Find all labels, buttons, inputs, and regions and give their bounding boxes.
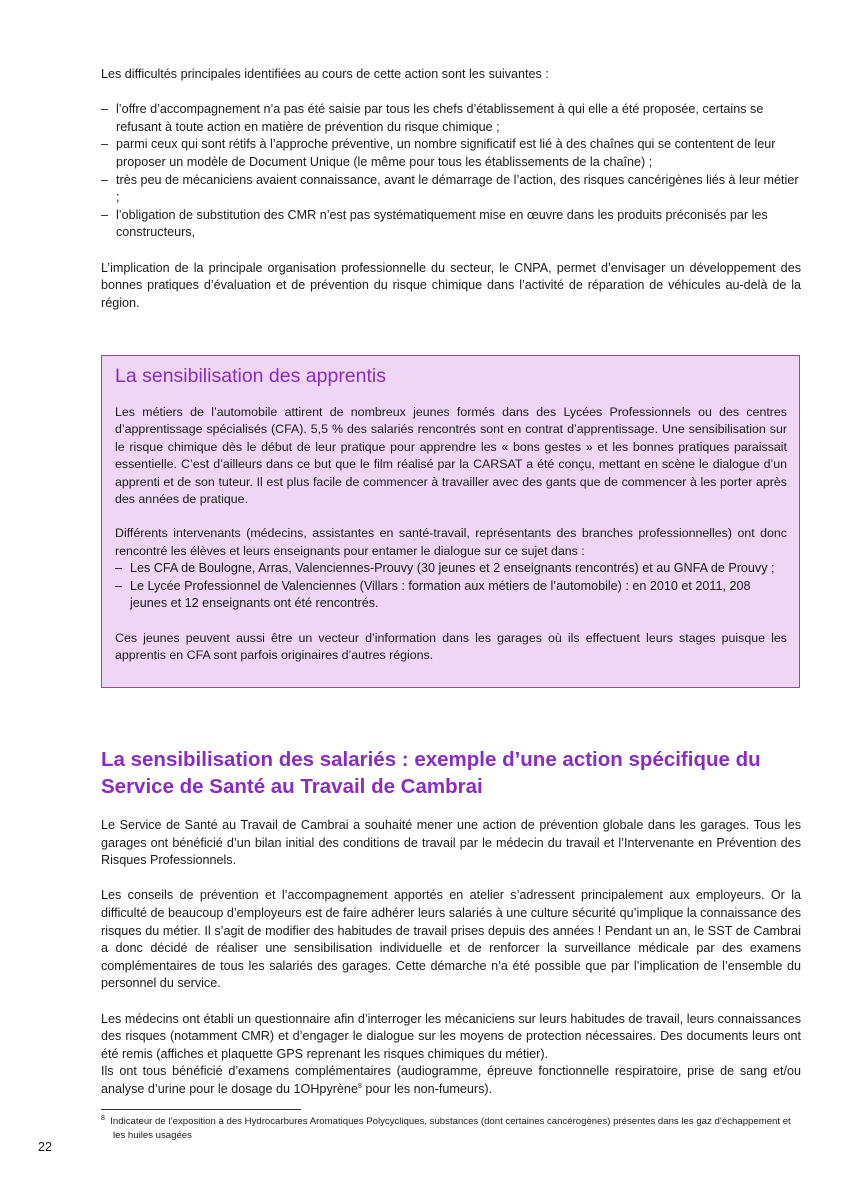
box-list xyxy=(115,560,787,613)
intro-closing: L’implication de la principale organisation professionnelle du secteur, le CNPA, permet d’envisager un développement des bonnes pratiques d’évaluation et de prévention du risque chimique dans l’activité de réparation de véhicules au-delà de la région. xyxy=(101,260,801,310)
footnote-divider xyxy=(101,1109,301,1110)
list-item: – parmi ceux qui sont rétifs à l’approche préventive, un nombre significatif est lié à des chaînes qui se contentent de leur proposer un modèle de Document Unique (le même pour tous les établissements de la chaîne) ; xyxy=(101,136,801,171)
footnote-reference: 8 xyxy=(357,1082,362,1090)
paragraph-text: Ils ont tous bénéficié d’examens complémentaires (audiogramme, épreuve fonctionnelle respiratoire, prise de sang et/ou analyse d’urine pour le dosage du 1OHpyrène xyxy=(101,1064,801,1096)
section-paragraph: Les médecins ont établi un questionnaire afin d’interroger les mécaniciens sur leurs habitudes de travail, leurs connaissances des risques (notamment CMR) et d’engager le dialogue sur les moyens de protection nécessaires. Des documents leurs ont été remis (affiches et plaquette GPS reprenant les risques chimiques du métier). xyxy=(101,1011,801,1061)
page-number: 22 xyxy=(38,1140,52,1154)
footnote-marker: 8 xyxy=(101,1114,105,1122)
section-paragraph xyxy=(101,1063,801,1098)
box-paragraph: Les métiers de l’automobile attirent de nombreux jeunes formés dans des Lycées Professionnels ou des centres d’apprentissage spécialisés (CFA). 5,5 % des salariés rencontrés sont en contrat d’apprentissage. Une sensibilisation sur le risque chimique dès le début de leur pratique pour apprendre les « bons gestes » et les bonnes pratiques paraissait essentielle. C’est d’ailleurs dans ce but que le film réalisé par la CARSAT a été conçu, mettant en scène le dialogue d’un apprenti et de son tuteur. Il est plus facile de commencer à travailler avec des gants que de commencer à les porter après des années de pratique. xyxy=(115,405,787,507)
section-paragraph: Le Service de Santé au Travail de Cambrai a souhaité mener une action de prévention globale dans les garages. Tous les garages ont bénéficié d’un bilan initial des conditions de travail par le médecin du travail et l’Intervenante en Prévention des Risques Professionnels. xyxy=(101,818,801,868)
list-item: – Le Lycée Professionnel de Valenciennes (Villars : formation aux métiers de l’automobile) : en 2010 et 2011, 208 jeunes et 12 enseignants ont été rencontrés. xyxy=(115,578,787,613)
footnote-text: Indicateur de l’exposition à des Hydrocarbures Aromatiques Polycycliques, substances (dont certaines cancérogènes) présentes dans les gaz d’échappement et les huiles usagées xyxy=(110,1116,791,1141)
box-paragraph: Ces jeunes peuvent aussi être un vecteur d’information dans les garages où ils effectuent leurs stages puisque les apprentis en CFA sont parfois originaires d’autres régions. xyxy=(115,631,787,663)
footnote xyxy=(101,1115,801,1143)
list-item: – très peu de mécaniciens avaient connaissance, avant le démarrage de l’action, des risques cancérigènes liés à leur métier ; xyxy=(101,172,801,207)
box-paragraph: Différents intervenants (médecins, assistantes en santé-travail, représentants des branches professionnelles) ont donc rencontré les élèves et leurs enseignants pour entamer le dialogue sur ce sujet dans : xyxy=(115,526,787,558)
intro-lead: Les difficultés principales identifiées au cours de cette action sont les suivantes : xyxy=(101,67,549,81)
section-paragraph: Les conseils de prévention et l’accompagnement apportés en atelier s’adressent principalement aux employeurs. Or la difficulté de beaucoup d’employeurs est de faire adhérer leurs salariés à une culture sécurité qu’implique la connaissance des risques du métier. Il s’agit de modifier des habitudes de travail prises depuis des années ! Pendant un an, le SST de Cambrai a donc décidé de réaliser une sensibilisation individuelle et de renforcer la surveillance médicale par des examens complémentaires de tous les salariés des garages. Cette démarche n’a été possible que par l’implication de l’ensemble du personnel du service. xyxy=(101,888,801,991)
list-item: – Les CFA de Boulogne, Arras, Valenciennes-Prouvy (30 jeunes et 2 enseignants rencontrés) et au GNFA de Prouvy ; xyxy=(115,560,787,578)
difficulties-list xyxy=(101,101,801,242)
section-heading: La sensibilisation des salariés : exemple d’une action spécifique du Service de Santé au Travail de Cambrai xyxy=(101,748,761,798)
employees-section xyxy=(101,817,801,1099)
paragraph-text: pour les non-fumeurs). xyxy=(361,1081,493,1096)
apprentices-callout-box xyxy=(101,355,800,688)
box-title: La sensibilisation des apprentis xyxy=(115,365,387,387)
intro-section xyxy=(101,66,801,312)
list-item: – l’obligation de substitution des CMR n’est pas systématiquement mise en œuvre dans les produits préconisés par les constructeurs, xyxy=(101,207,801,242)
list-item: – l’offre d’accompagnement n’a pas été saisie par tous les chefs d’établissement à qui elle a été proposée, certains se refusant à toute action en matière de prévention du risque chimique ; xyxy=(101,101,801,136)
